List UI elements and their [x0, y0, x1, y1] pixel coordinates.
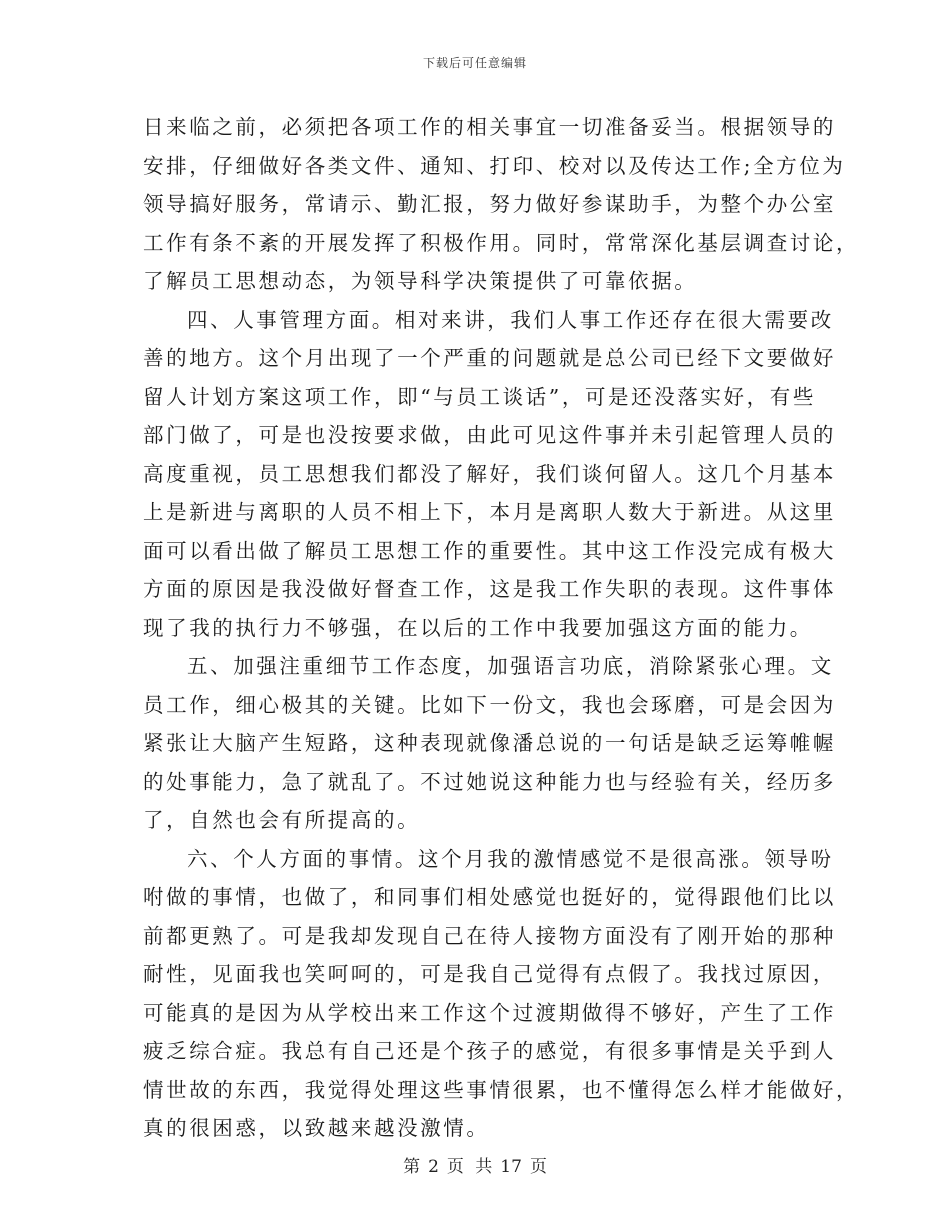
text-line: 紧张让大脑产生短路，这种表现就像潘总说的一句话是缺乏运筹帷幄 — [143, 731, 836, 755]
text-line: 了，自然也会有所提高的。 — [143, 808, 421, 832]
text-line: 现了我的执行力不够强，在以后的工作中我要加强这方面的能力。 — [143, 615, 813, 640]
footer-middle: 页 共 — [446, 1157, 493, 1177]
text-line: 咐做的事情，也做了，和同事们相处感觉也挺好的，觉得跟他们比以 — [143, 885, 836, 909]
text-line: 工作有条不紊的开展发挥了积极作用。同时，常常深化基层调查讨论， — [143, 230, 860, 255]
text-line: 疲乏综合症。我总有自己还是个孩子的感觉，有很多事情是关乎到人 — [143, 1039, 836, 1063]
text-line: 了解员工思想动态，为领导科学决策提供了可靠依据。 — [143, 269, 698, 293]
text-line: 耐性，见面我也笑呵呵的，可是我自己觉得有点假了。我找过原因， — [143, 962, 836, 986]
text-line: 四、人事管理方面。相对来讲，我们人事工作还存在很大需要改 — [187, 307, 834, 332]
text-line: 善的地方。这个月出现了一个严重的问题就是总公司已经下文要做好 — [143, 346, 836, 370]
page-number: 2 — [428, 1157, 439, 1177]
text-line: 可能真的是因为从学校出来工作这个过渡期做得不够好，产生了工作 — [143, 1000, 836, 1025]
total-pages: 17 — [500, 1157, 522, 1177]
text-line: 前都更熟了。可是我却发现自己在待人接物方面没有了刚开始的那种 — [143, 923, 836, 948]
document-body — [143, 108, 860, 1148]
text-line: 留人计划方案这项工作，即“与员工谈话”，可是还没落实好，有些 — [143, 384, 816, 409]
text-line: 日来临之前，必须把各项工作的相关事宜一切准备妥当。根据领导的 — [143, 115, 836, 139]
text-line: 面可以看出做了解员工思想工作的重要性。其中这工作没完成有极大 — [143, 538, 836, 563]
footer-prefix: 第 — [403, 1157, 421, 1177]
text-line: 方面的原因是我没做好督查工作，这是我工作失职的表现。这件事体 — [143, 577, 836, 601]
text-line: 上是新进与离职的人员不相上下，本月是离职人数大于新进。从这里 — [143, 500, 836, 524]
text-line: 六、个人方面的事情。这个月我的激情感觉不是很高涨。领导吩 — [187, 846, 834, 871]
text-line: 情世故的东西，我觉得处理这些事情很累，也不懂得怎么样才能做好， — [143, 1077, 860, 1102]
text-line: 真的很困惑，以致越来越没激情。 — [143, 1116, 490, 1140]
text-line: 安排，仔细做好各类文件、通知、打印、校对以及传达工作;全方位为 — [143, 153, 846, 178]
text-line: 高度重视，员工思想我们都没了解好，我们谈何留人。这几个月基本 — [143, 461, 836, 486]
header-note: 下载后可任意编辑 — [422, 56, 527, 70]
text-line: 员工作，细心极其的关键。比如下一份文，我也会琢磨，可是会因为 — [143, 692, 836, 717]
text-line: 领导搞好服务，常请示、勤汇报，努力做好参谋助手，为整个办公室 — [143, 192, 836, 216]
text-line: 部门做了，可是也没按要求做，由此可见这件事并未引起管理人员的 — [143, 423, 836, 447]
text-line: 五、加强注重细节工作态度，加强语言功底，消除紧张心理。文 — [187, 654, 834, 678]
footer-suffix: 页 — [529, 1157, 547, 1177]
page-footer — [0, 1152, 950, 1177]
text-line: 的处事能力，急了就乱了。不过她说这种能力也与经验有关，经历多 — [143, 769, 836, 794]
